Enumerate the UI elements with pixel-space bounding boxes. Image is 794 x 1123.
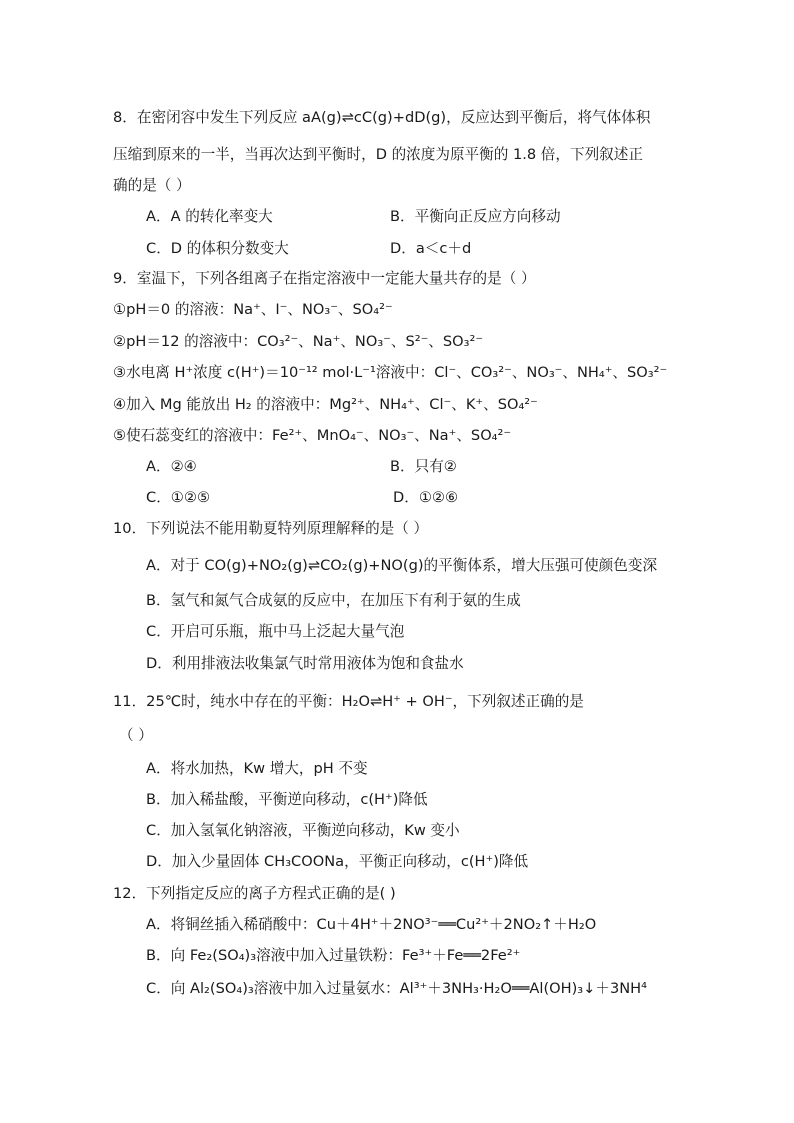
q9-option-b: B．只有② [390, 458, 457, 475]
q9-item-4: ④加入 Mg 能放出 H₂ 的溶液中：Mg²⁺、NH₄⁺、Cl⁻、K⁺、SO₄²⁻ [113, 396, 538, 413]
q12-option-c: C．向 Al₂(SO₄)₃溶液中加入过量氨水：Al³⁺＋3NH₃·H₂O══Al(OH)₃↓＋3NH⁴ [146, 980, 647, 997]
q10-option-c: C．开启可乐瓶，瓶中马上泛起大量气泡 [146, 623, 405, 640]
q9-item-5: ⑤使石蕊变红的溶液中：Fe²⁺、MnO₄⁻、NO₃⁻、Na⁺、SO₄²⁻ [113, 427, 512, 444]
q11-option-b: B．加入稀盐酸，平衡逆向移动，c(H⁺)降低 [146, 791, 428, 808]
q8-option-c: C．D 的体积分数变大 [146, 240, 289, 257]
q12-stem: 12．下列指定反应的离子方程式正确的是( ) [113, 885, 396, 902]
q9-item-3: ③水电离 H⁺浓度 c(H⁺)＝10⁻¹² mol·L⁻¹溶液中：Cl⁻、CO₃²⁻、NO₃⁻、NH₄⁺、SO₃²⁻ [113, 364, 668, 381]
q8-option-d: D．a＜c＋d [390, 240, 472, 257]
q8-option-b: B．平衡向正反应方向移动 [390, 208, 561, 225]
q9-option-c: C．①②⑤ [146, 489, 211, 506]
q11-option-c: C．加入氢氧化钠溶液，平衡逆向移动，Kw 变小 [146, 822, 460, 839]
q12-option-a: A．将铜丝插入稀硝酸中：Cu＋4H⁺＋2NO³⁻══Cu²⁺＋2NO₂↑＋H₂O [146, 916, 597, 933]
q11-option-a: A．将水加热，Kw 增大，pH 不变 [146, 760, 368, 777]
q8-stem-line1: 8．在密闭容中发生下列反应 aA(g)⇌cC(g)+dD(g)，反应达到平衡后，将气体体积 [113, 109, 651, 126]
q10-option-a: A．对于 CO(g)+NO₂(g)⇌CO₂(g)+NO(g)的平衡体系，增大压强可使颜色变深 [146, 557, 658, 574]
q10-option-b: B．氢气和氮气合成氨的反应中，在加压下有利于氨的生成 [146, 592, 521, 609]
q9-item-1: ①pH＝0 的溶液：Na⁺、I⁻、NO₃⁻、SO₄²⁻ [113, 301, 393, 318]
q10-stem: 10．下列说法不能用勒夏特列原理解释的是（ ） [113, 520, 429, 537]
q9-option-a: A．②④ [146, 458, 197, 475]
q8-stem-line3: 确的是（ ） [113, 177, 191, 194]
q9-option-d: D．①②⑥ [393, 489, 459, 506]
q11-stem: 11．25℃时，纯水中存在的平衡：H₂O⇌H⁺ + OH⁻，下列叙述正确的是 [113, 693, 584, 710]
q11-stem-bracket: （ ） [119, 727, 153, 744]
q9-stem: 9．室温下，下列各组离子在指定溶液中一定能大量共存的是（ ） [113, 270, 536, 287]
q9-item-2: ②pH＝12 的溶液中：CO₃²⁻、Na⁺、NO₃⁻、S²⁻、SO₃²⁻ [113, 333, 484, 350]
q12-option-b: B．向 Fe₂(SO₄)₃溶液中加入过量铁粉：Fe³⁺＋Fe══2Fe²⁺ [146, 947, 521, 964]
q8-stem-line2: 压缩到原来的一半，当再次达到平衡时，D 的浓度为原平衡的 1.8 倍，下列叙述正 [113, 146, 643, 163]
q8-option-a: A．A 的转化率变大 [146, 208, 273, 225]
q10-option-d: D．利用排液法收集氯气时常用液体为饱和食盐水 [146, 655, 464, 672]
q11-option-d: D．加入少量固体 CH₃COONa，平衡正向移动，c(H⁺)降低 [146, 853, 529, 870]
